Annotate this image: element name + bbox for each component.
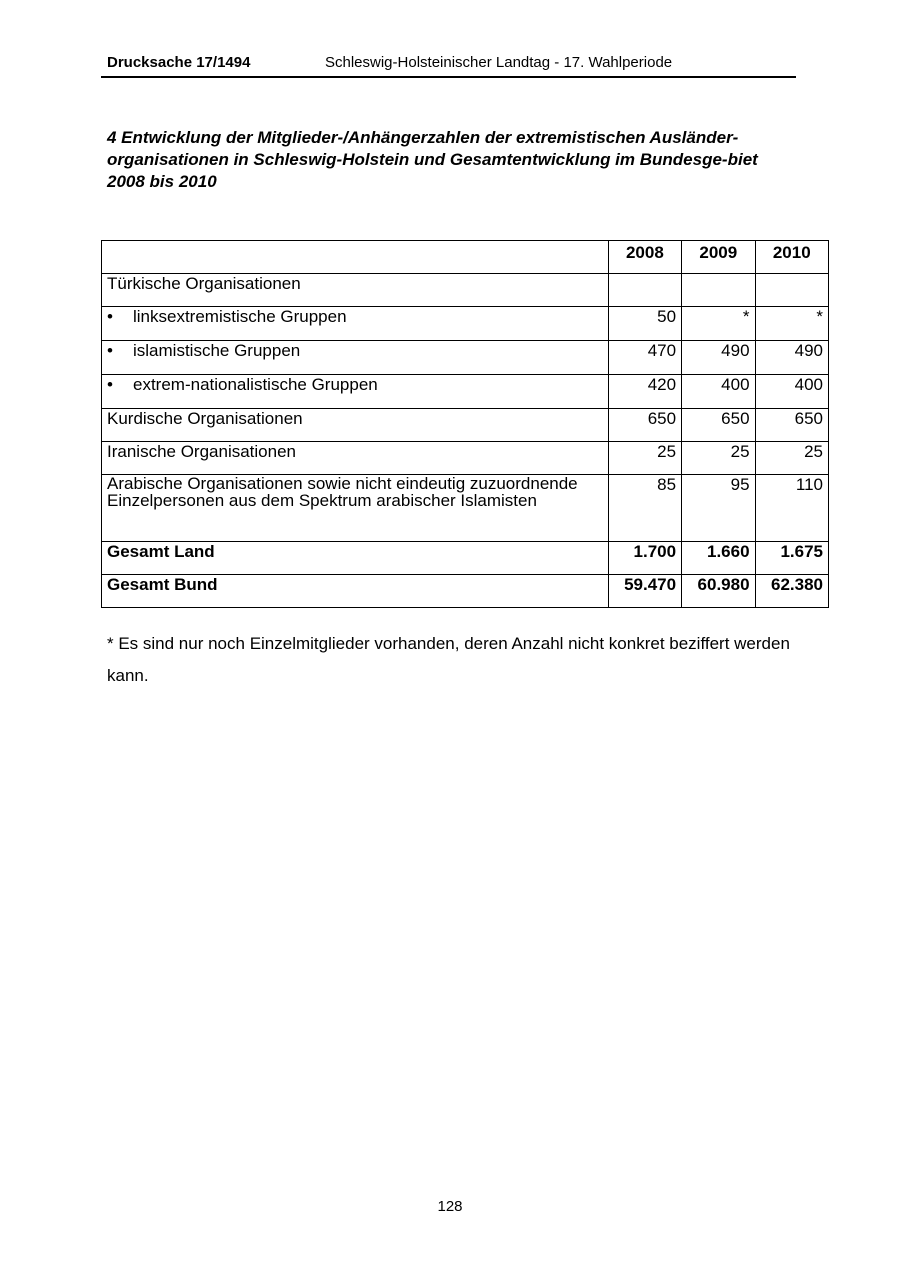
value-2010: 62.380	[755, 575, 828, 608]
row-label: Gesamt Land	[102, 542, 609, 575]
value-2009: 95	[682, 475, 755, 542]
row-label: Türkische Organisationen	[102, 274, 609, 307]
value-2008: 650	[608, 409, 681, 442]
row-label: linksextremistische Gruppen	[133, 307, 347, 326]
value-2009	[682, 274, 755, 307]
header-cell-2009: 2009	[682, 241, 755, 274]
value-2010: *	[755, 307, 828, 341]
row-label: Kurdische Organisationen	[102, 409, 609, 442]
table-row	[102, 341, 829, 375]
membership-table	[101, 240, 829, 608]
row-label: Iranische Organisationen	[102, 442, 609, 475]
table-row	[102, 409, 829, 442]
bullet-icon: •	[107, 341, 113, 360]
value-2009: *	[682, 307, 755, 341]
row-label-cell	[102, 375, 609, 409]
page-number: 128	[437, 1198, 463, 1215]
value-2008: 85	[608, 475, 681, 542]
value-2010: 490	[755, 341, 828, 375]
footnote: * Es sind nur noch Einzelmitglieder vorhanden, deren Anzahl nicht konkret beziffert werden kann.	[107, 634, 790, 685]
page-header	[101, 52, 796, 78]
row-label-cell	[102, 307, 609, 341]
value-2009: 25	[682, 442, 755, 475]
bullet-icon: •	[107, 307, 113, 326]
section-heading: 4 Entwicklung der Mitglieder-/Anhängerzahlen der extremistischen Ausländer-organisationen in Schleswig-Holstein und Gesamtentwicklung im Bundesge-biet 2008 bis 2010	[107, 128, 758, 191]
value-2009: 60.980	[682, 575, 755, 608]
table-row	[102, 475, 829, 542]
value-2008: 25	[608, 442, 681, 475]
row-label: extrem-nationalistische Gruppen	[133, 375, 378, 394]
value-2008: 50	[608, 307, 681, 341]
table-row	[102, 442, 829, 475]
value-2010: 400	[755, 375, 828, 409]
value-2010: 25	[755, 442, 828, 475]
row-label-cell	[102, 341, 609, 375]
value-2010	[755, 274, 828, 307]
value-2008	[608, 274, 681, 307]
value-2008: 420	[608, 375, 681, 409]
value-2008: 1.700	[608, 542, 681, 575]
header-cell-2008: 2008	[608, 241, 681, 274]
value-2009: 400	[682, 375, 755, 409]
table-row	[102, 375, 829, 409]
value-2008: 470	[608, 341, 681, 375]
header-cell-2010: 2010	[755, 241, 828, 274]
table-row	[102, 307, 829, 341]
table-row-total-land	[102, 542, 829, 575]
value-2009: 650	[682, 409, 755, 442]
header-title: Schleswig-Holsteinischer Landtag - 17. Wahlperiode	[325, 54, 673, 71]
value-2010: 650	[755, 409, 828, 442]
row-label: Arabische Organisationen sowie nicht eindeutig zuzuordnende Einzelpersonen aus dem Spektrum arabischer Islamisten	[102, 475, 609, 542]
value-2010: 1.675	[755, 542, 828, 575]
table-header-row	[102, 241, 829, 274]
table-row	[102, 274, 829, 307]
bullet-icon: •	[107, 375, 113, 394]
value-2008: 59.470	[608, 575, 681, 608]
header-cell-empty	[102, 241, 609, 274]
value-2009: 1.660	[682, 542, 755, 575]
value-2010: 110	[755, 475, 828, 542]
value-2009: 490	[682, 341, 755, 375]
row-label: Gesamt Bund	[102, 575, 609, 608]
row-label: islamistische Gruppen	[133, 341, 301, 360]
table-row-total-bund	[102, 575, 829, 608]
document-number: Drucksache 17/1494	[107, 54, 251, 71]
